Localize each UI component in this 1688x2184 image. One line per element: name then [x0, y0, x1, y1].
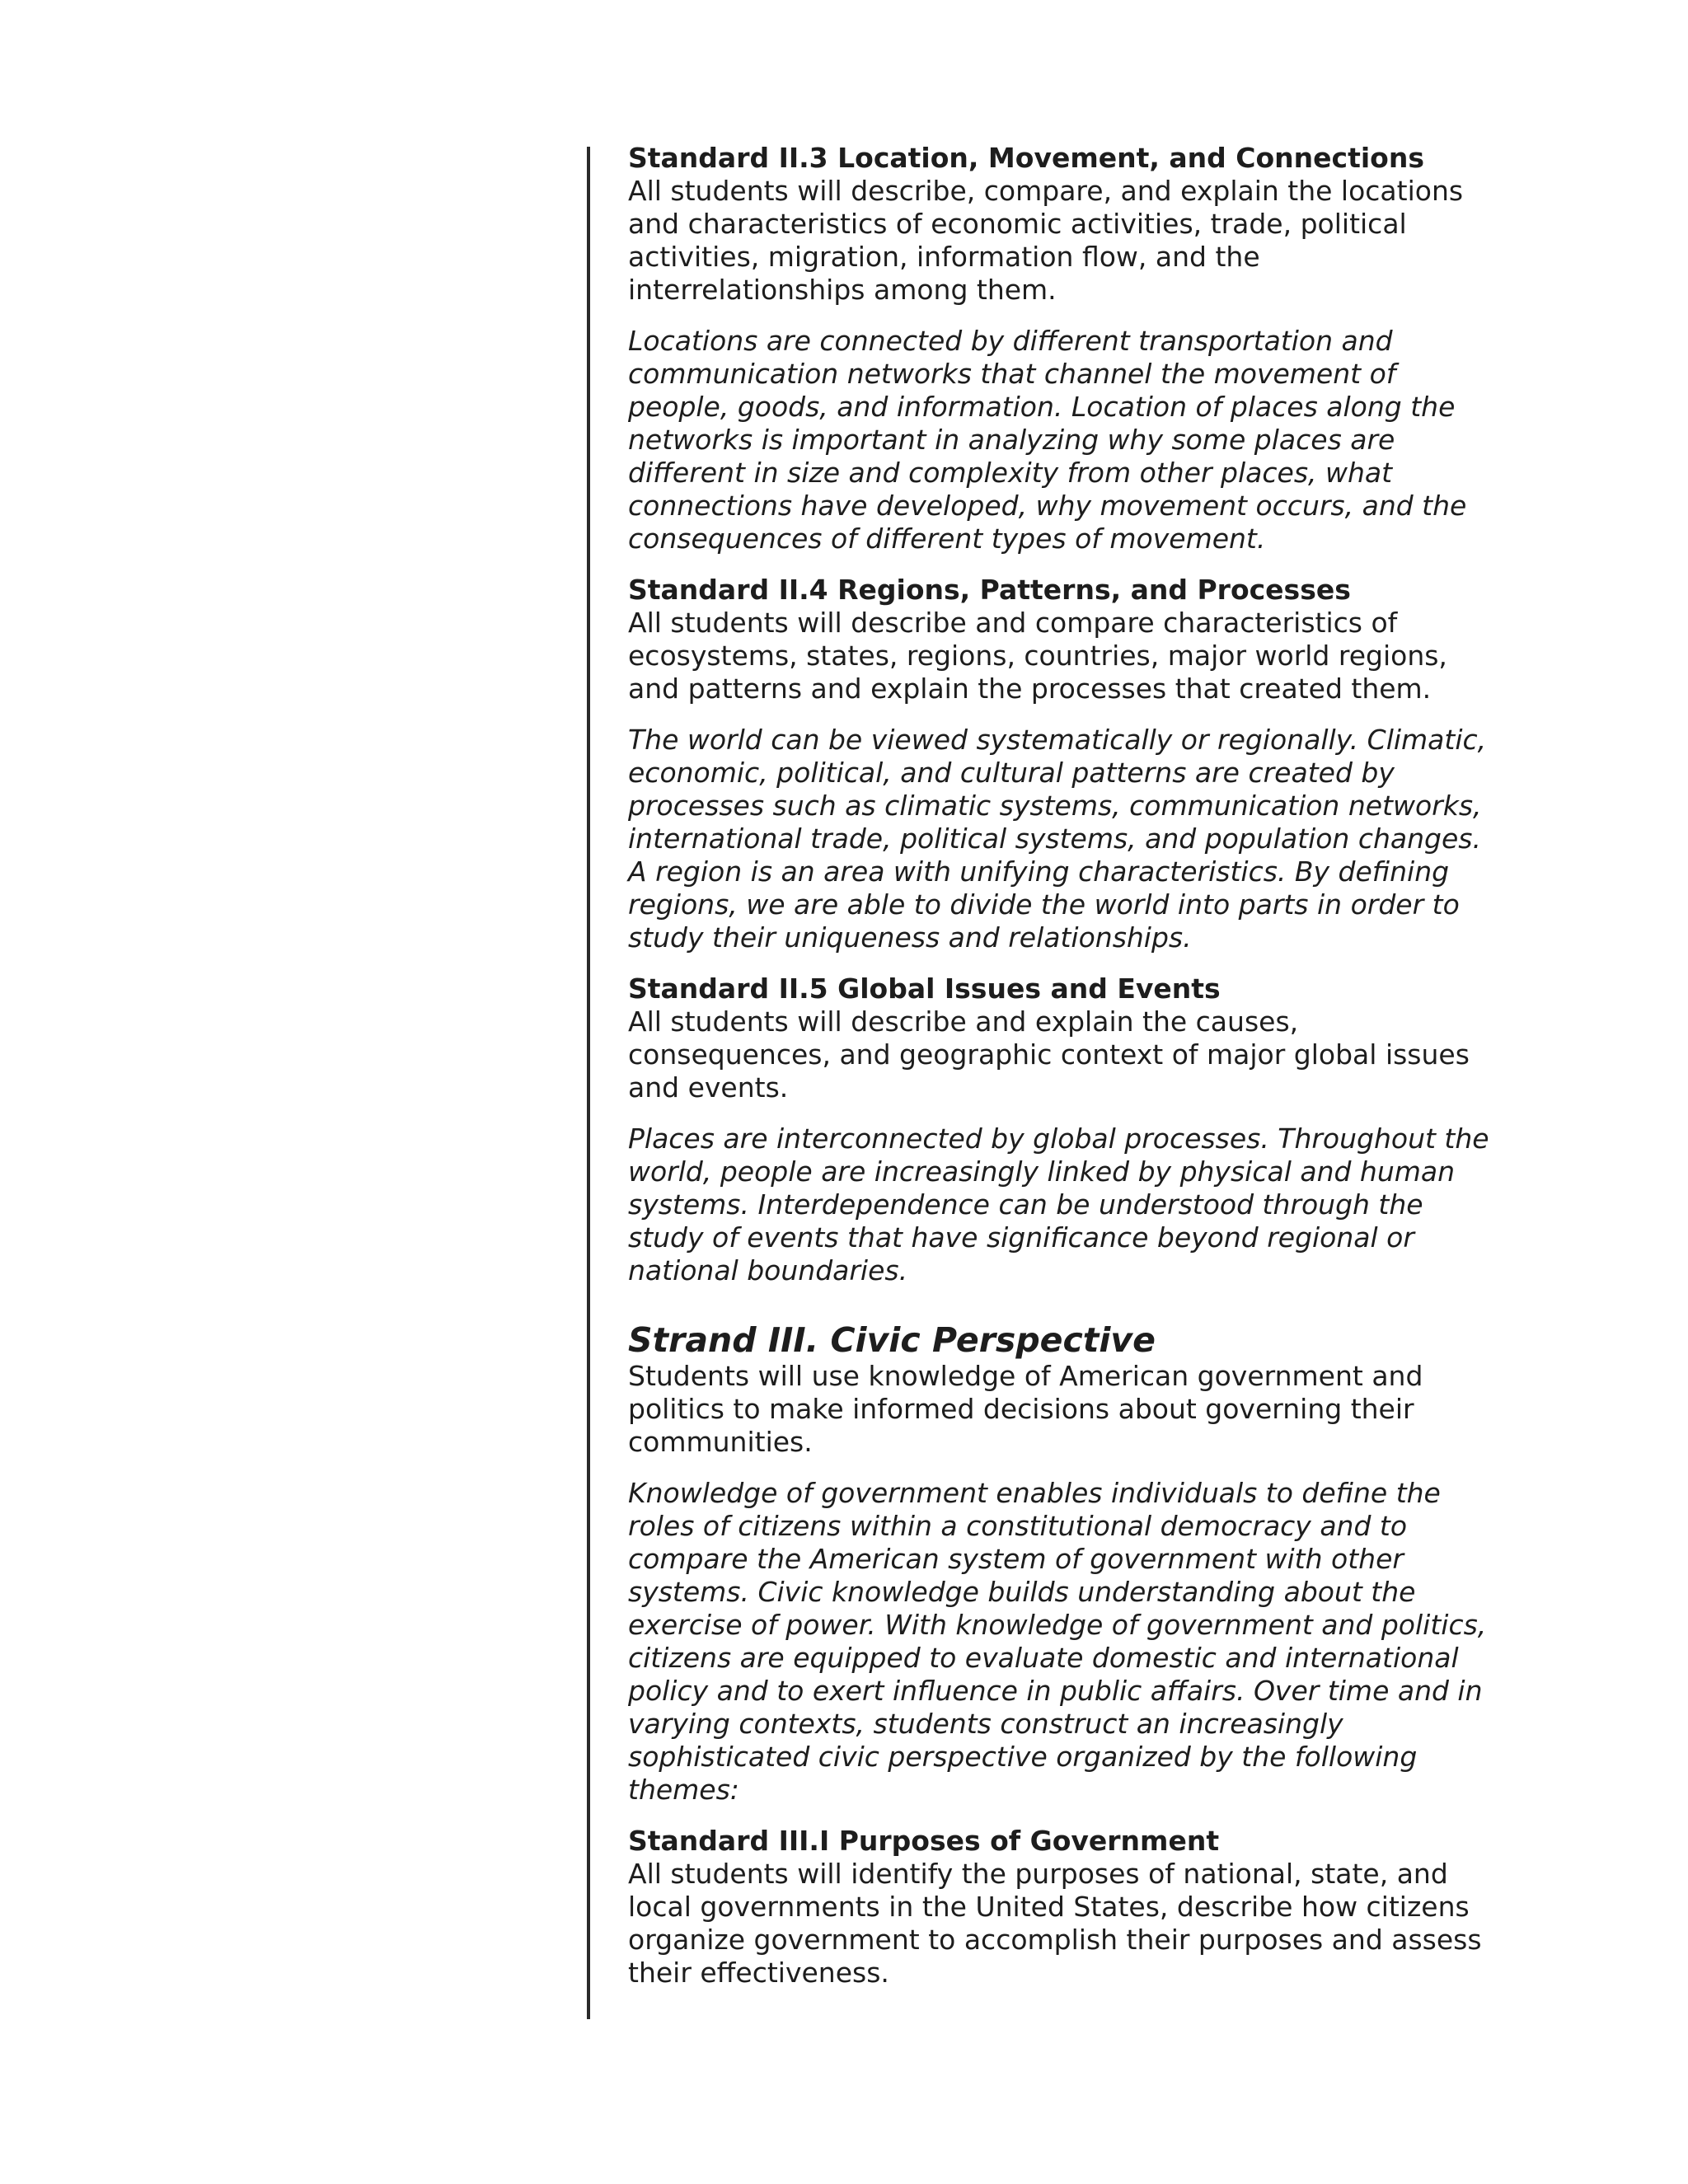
- strand-elaboration: Knowledge of government enables individuals to define the roles of citizens within a constitutional democracy and to compare the American system of government with other systems. Civic knowledge builds understanding about the exercise of power. With knowledge of government and politics, citizens are equipped to evaluate domestic and international policy and to exert influence in public affairs. Over time and in varying contexts, students construct an increasingly sophisticated civic perspective organized by the following themes:: [628, 1477, 1487, 1806]
- standard-ii-5-section: [628, 972, 1502, 1287]
- strand-heading: Strand III. Civic Perspective: [628, 1320, 1156, 1360]
- strand-iii-section: [628, 1320, 1502, 1807]
- standard-heading: Standard II.4 Regions, Patterns, and Processes: [628, 574, 1351, 606]
- standard-elaboration: Locations are connected by different transportation and communication networks that channel the movement of people, goods, and information. Location of places along the networks is important in analyzing why some places are different in size and complexity from other places, what connections have developed, why movement occurs, and the consequences of different types of movement.: [628, 325, 1467, 555]
- strand-description: Students will use knowledge of American government and politics to make informed decisions about governing their communities.: [628, 1360, 1423, 1458]
- standard-description: All students will describe, compare, and explain the locations and characteristics of economic activities, trade, political activities, migration, information flow, and the interrelationships among them.: [628, 175, 1464, 306]
- standard-iii-1-section: [628, 1825, 1502, 1990]
- standard-heading: Standard II.5 Global Issues and Events: [628, 972, 1221, 1005]
- standard-ii-4-section: [628, 574, 1502, 954]
- standard-description: All students will identify the purposes of national, state, and local governments in the United States, describe how citizens organize government to accomplish their purposes and assess their effectiveness.: [628, 1858, 1482, 1989]
- standard-heading: Standard II.3 Location, Movement, and Connections: [628, 142, 1424, 174]
- margin-vertical-rule: [587, 147, 590, 2019]
- standard-heading: Standard III.I Purposes of Government: [628, 1825, 1220, 1857]
- standard-elaboration: Places are interconnected by global processes. Throughout the world, people are increasingly linked by physical and human systems. Interdependence can be understood through the study of events that have significance beyond regional or national boundaries.: [628, 1122, 1489, 1286]
- standard-elaboration: The world can be viewed systematically or regionally. Climatic, economic, political, and cultural patterns are created by processes such as climatic systems, communication networks, international trade, political systems, and population changes. A region is an area with unifying characteristics. By defining regions, we are able to divide the world into parts in order to study their uniqueness and relationships.: [628, 724, 1487, 954]
- standard-description: All students will describe and compare characteristics of ecosystems, states, regions, countries, major world regions, and patterns and explain the processes that created them.: [628, 607, 1447, 705]
- standard-description: All students will describe and explain the causes, consequences, and geographic context of major global issues and events.: [628, 1005, 1470, 1104]
- text-column: [628, 142, 1502, 2008]
- standard-ii-3-section: [628, 142, 1502, 555]
